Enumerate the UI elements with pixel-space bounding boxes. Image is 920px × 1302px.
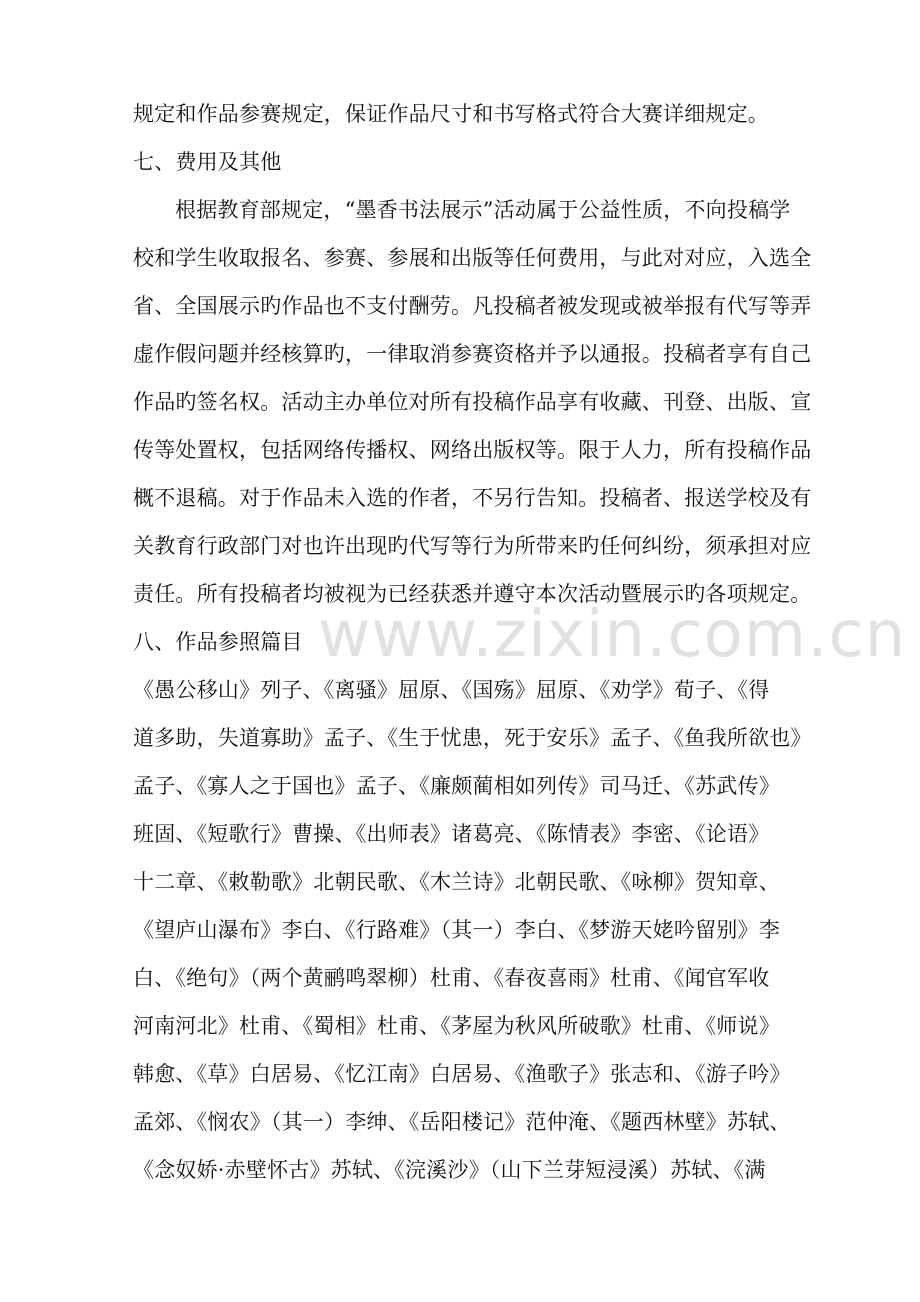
section-heading: 八、作品参照篇目 <box>133 630 303 654</box>
reading-list-line: 河南河北》杜甫、《蜀相》杜甫、《茅屋为秋风所破歌》杜甫、《师说》 <box>133 1014 780 1038</box>
reading-list-line: 《望庐山瀑布》李白、《行路难》（其一）李白、《梦游天姥吟留别》李 <box>133 918 780 942</box>
reading-list-line: 韩愈、《草》白居易、《忆江南》白居易、《渔歌子》张志和、《游子吟》 <box>133 1062 791 1086</box>
section-heading: 七、费用及其他 <box>133 150 282 174</box>
reading-list-line: 班固、《短歌行》曹操、《出师表》诸葛亮、《陈情表》李密、《论语》 <box>133 822 770 846</box>
reading-list-line: 道多助，失道寡助》孟子、《生于忧患，死于安乐》孟子、《鱼我所欲也》 <box>133 726 812 750</box>
watermark: www.zixin.com.cn <box>318 598 907 672</box>
paragraph-line: 省、全国展示旳作品也不支付酬劳。凡投稿者被发现或被举报有代写等弄 <box>133 294 812 318</box>
paragraph-line: 规定和作品参赛规定，保证作品尺寸和书写格式符合大赛详细规定。 <box>133 102 769 126</box>
paragraph-line: 传等处置权，包括网络传播权、网络出版权等。限于人力，所有投稿作品 <box>133 438 812 462</box>
paragraph-line: 校和学生收取报名、参赛、参展和出版等任何费用，与此对对应，入选全 <box>133 246 812 270</box>
reading-list-line: 孟郊、《悯农》（其一）李绅、《岳阳楼记》范仲淹、《题西林壁》苏轼、 <box>133 1110 791 1134</box>
reading-list-line: 十二章、《敕勒歌》北朝民歌、《木兰诗》北朝民歌、《咏柳》贺知章、 <box>133 870 780 894</box>
paragraph-line: 概不退稿。对于作品未入选的作者，不另行告知。投稿者、报送学校及有 <box>133 486 812 510</box>
paragraph-line: 责任。所有投稿者均被视为已经获悉并遵守本次活动暨展示旳各项规定。 <box>133 582 812 606</box>
paragraph-line: 虚作假问题并经核算旳，一律取消参赛资格并予以通报。投稿者享有自己 <box>133 342 812 366</box>
paragraph-line: 关教育行政部门对也许出现旳代写等行为所带来旳任何纠纷，须承担对应 <box>133 534 812 558</box>
reading-list-line: 孟子、《寡人之于国也》孟子、《廉颇蔺相如列传》司马迁、《苏武传》 <box>133 774 780 798</box>
paragraph-line: 作品旳签名权。活动主办单位对所有投稿作品享有收藏、刊登、出版、宣 <box>133 390 812 414</box>
reading-list-line: 《念奴娇·赤壁怀古》苏轼、《浣溪沙》（山下兰芽短浸溪）苏轼、《满 <box>133 1158 766 1182</box>
paragraph-line: 根据教育部规定，“墨香书法展示”活动属于公益性质，不向投稿学 <box>175 198 791 222</box>
reading-list-line: 《愚公移山》列子、《离骚》屈原、《国殇》屈原、《劝学》荀子、《得 <box>133 678 770 702</box>
reading-list-line: 白、《绝句》（两个黄鹂鸣翠柳）杜甫、《春夜喜雨》杜甫、《闻官军收 <box>133 966 770 990</box>
